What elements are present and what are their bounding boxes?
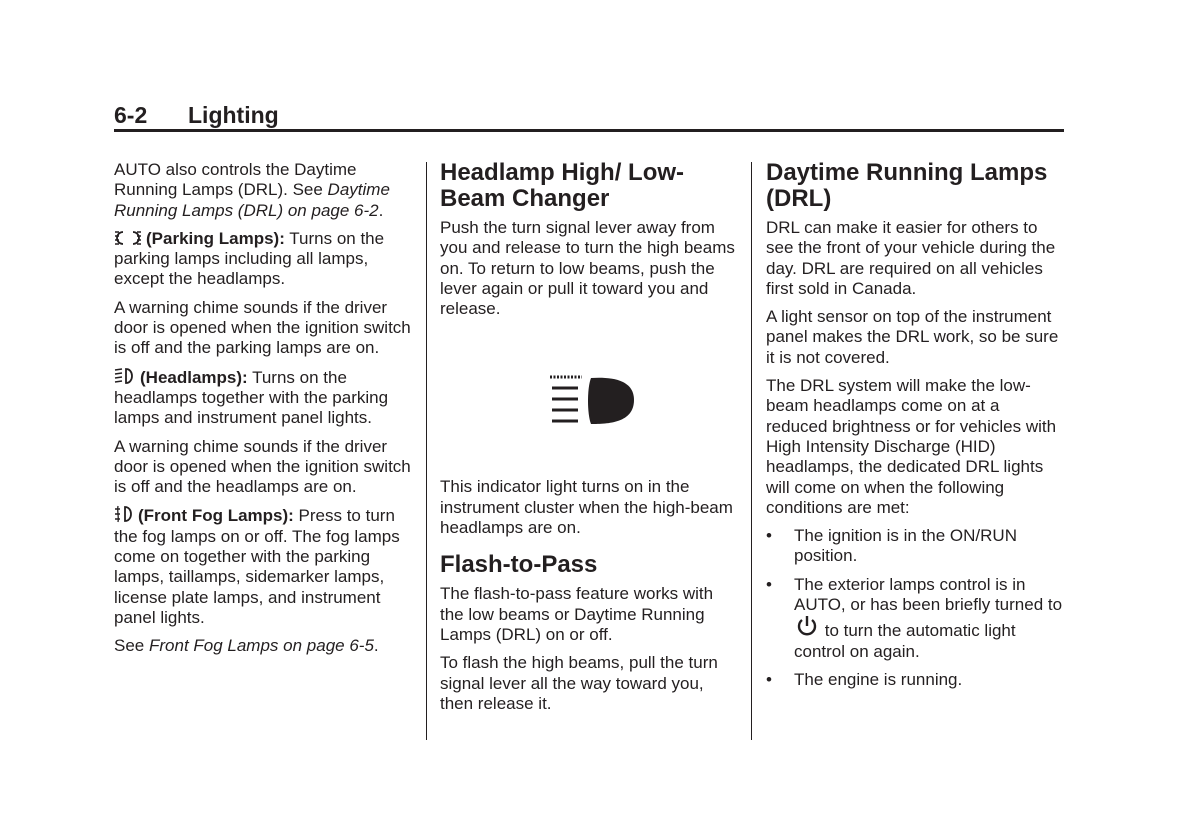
headlamps-icon	[114, 367, 136, 385]
paragraph: See Front Fog Lamps on page 6-5.	[114, 636, 379, 656]
paragraph: To flash the high beams, pull the turn signal lever all the way toward you, then release it.	[440, 653, 718, 713]
heading-headlamp-high-low-beam-changer: Headlamp High/ Low-Beam Changer	[440, 159, 685, 212]
paragraph: A warning chime sounds if the driver door is opened when the ignition switch is off and the headlamps are on.	[114, 436, 411, 497]
page-header	[114, 101, 1064, 131]
paragraph: The flash-to-pass feature works with the low beams or Daytime Running Lamps (DRL) on or off.	[440, 584, 714, 644]
page-number: 6-2	[114, 102, 148, 128]
power-off-icon	[796, 615, 818, 637]
term-parking-lamps: (Parking Lamps):	[146, 228, 285, 248]
paragraph: Push the turn signal lever away from you and release to turn the high beams on. To return to low beams, push the lever again or pull it toward you and release.	[440, 218, 735, 319]
paragraph: DRL can make it easier for others to see the front of your vehicle during the day. DRL are required on all vehicles first sold in Canada.	[766, 218, 1056, 298]
paragraph: A warning chime sounds if the driver door is opened when the ignition switch is off and the parking lamps are on.	[114, 297, 411, 358]
column-3	[766, 160, 1064, 698]
high-beam-indicator-icon	[548, 374, 638, 430]
paragraph: A light sensor on top of the instrument panel makes the DRL work, so be sure it is not covered.	[766, 307, 1059, 367]
heading-flash-to-pass: Flash-to-Pass	[440, 551, 598, 579]
cross-reference: Daytime Running Lamps (DRL) on page 6-2	[114, 180, 390, 220]
conditions-list	[766, 526, 1064, 690]
list-item: • The ignition is in the ON/RUN position.	[766, 526, 1064, 567]
term-headlamps: (Headlamps):	[140, 367, 248, 387]
column-divider	[426, 162, 427, 740]
paragraph: The DRL system will make the low-beam headlamps come on at a reduced brightness or for vehicles with High Intensity Discharge (HID) headlamps, the dedicated DRL lights will come on when the following conditions are met:	[766, 376, 1057, 517]
paragraph: (Front Fog Lamps): Press to turn the fog lamps on or off. The fog lamps come on together with the parking lamps, taillamps, sidemarker lamps, license plate lamps, and instrument panel lights.	[114, 506, 400, 627]
section-title: Lighting	[188, 102, 279, 128]
high-beam-indicator-figure	[440, 327, 740, 477]
paragraph: AUTO also controls the Daytime Running Lamps (DRL). See Daytime Running Lamps (DRL) on page 6-2.	[114, 160, 390, 220]
paragraph: This indicator light turns on in the instrument cluster when the high-beam headlamps are on.	[440, 477, 733, 538]
paragraph: (Parking Lamps): Turns on the parking lamps including all lamps, except the headlamps.	[114, 228, 385, 289]
parking-lamps-icon	[114, 230, 142, 246]
column-2	[440, 160, 740, 722]
column-divider	[751, 162, 752, 740]
cross-reference: Front Fog Lamps on page 6-5	[148, 636, 374, 656]
header-rule	[114, 129, 1064, 132]
list-item: • The exterior lamps control is in AUTO, or has been briefly turned to to turn the automatic light control on again.	[766, 575, 1064, 662]
heading-daytime-running-lamps: Daytime Running Lamps (DRL)	[766, 159, 1048, 212]
list-item: • The engine is running.	[766, 670, 1064, 690]
term-front-fog-lamps: (Front Fog Lamps):	[138, 506, 294, 526]
paragraph: (Headlamps): Turns on the headlamps together with the parking lamps and instrument panel lights.	[114, 367, 389, 428]
front-fog-lamps-icon	[114, 505, 134, 523]
column-1	[114, 160, 414, 665]
